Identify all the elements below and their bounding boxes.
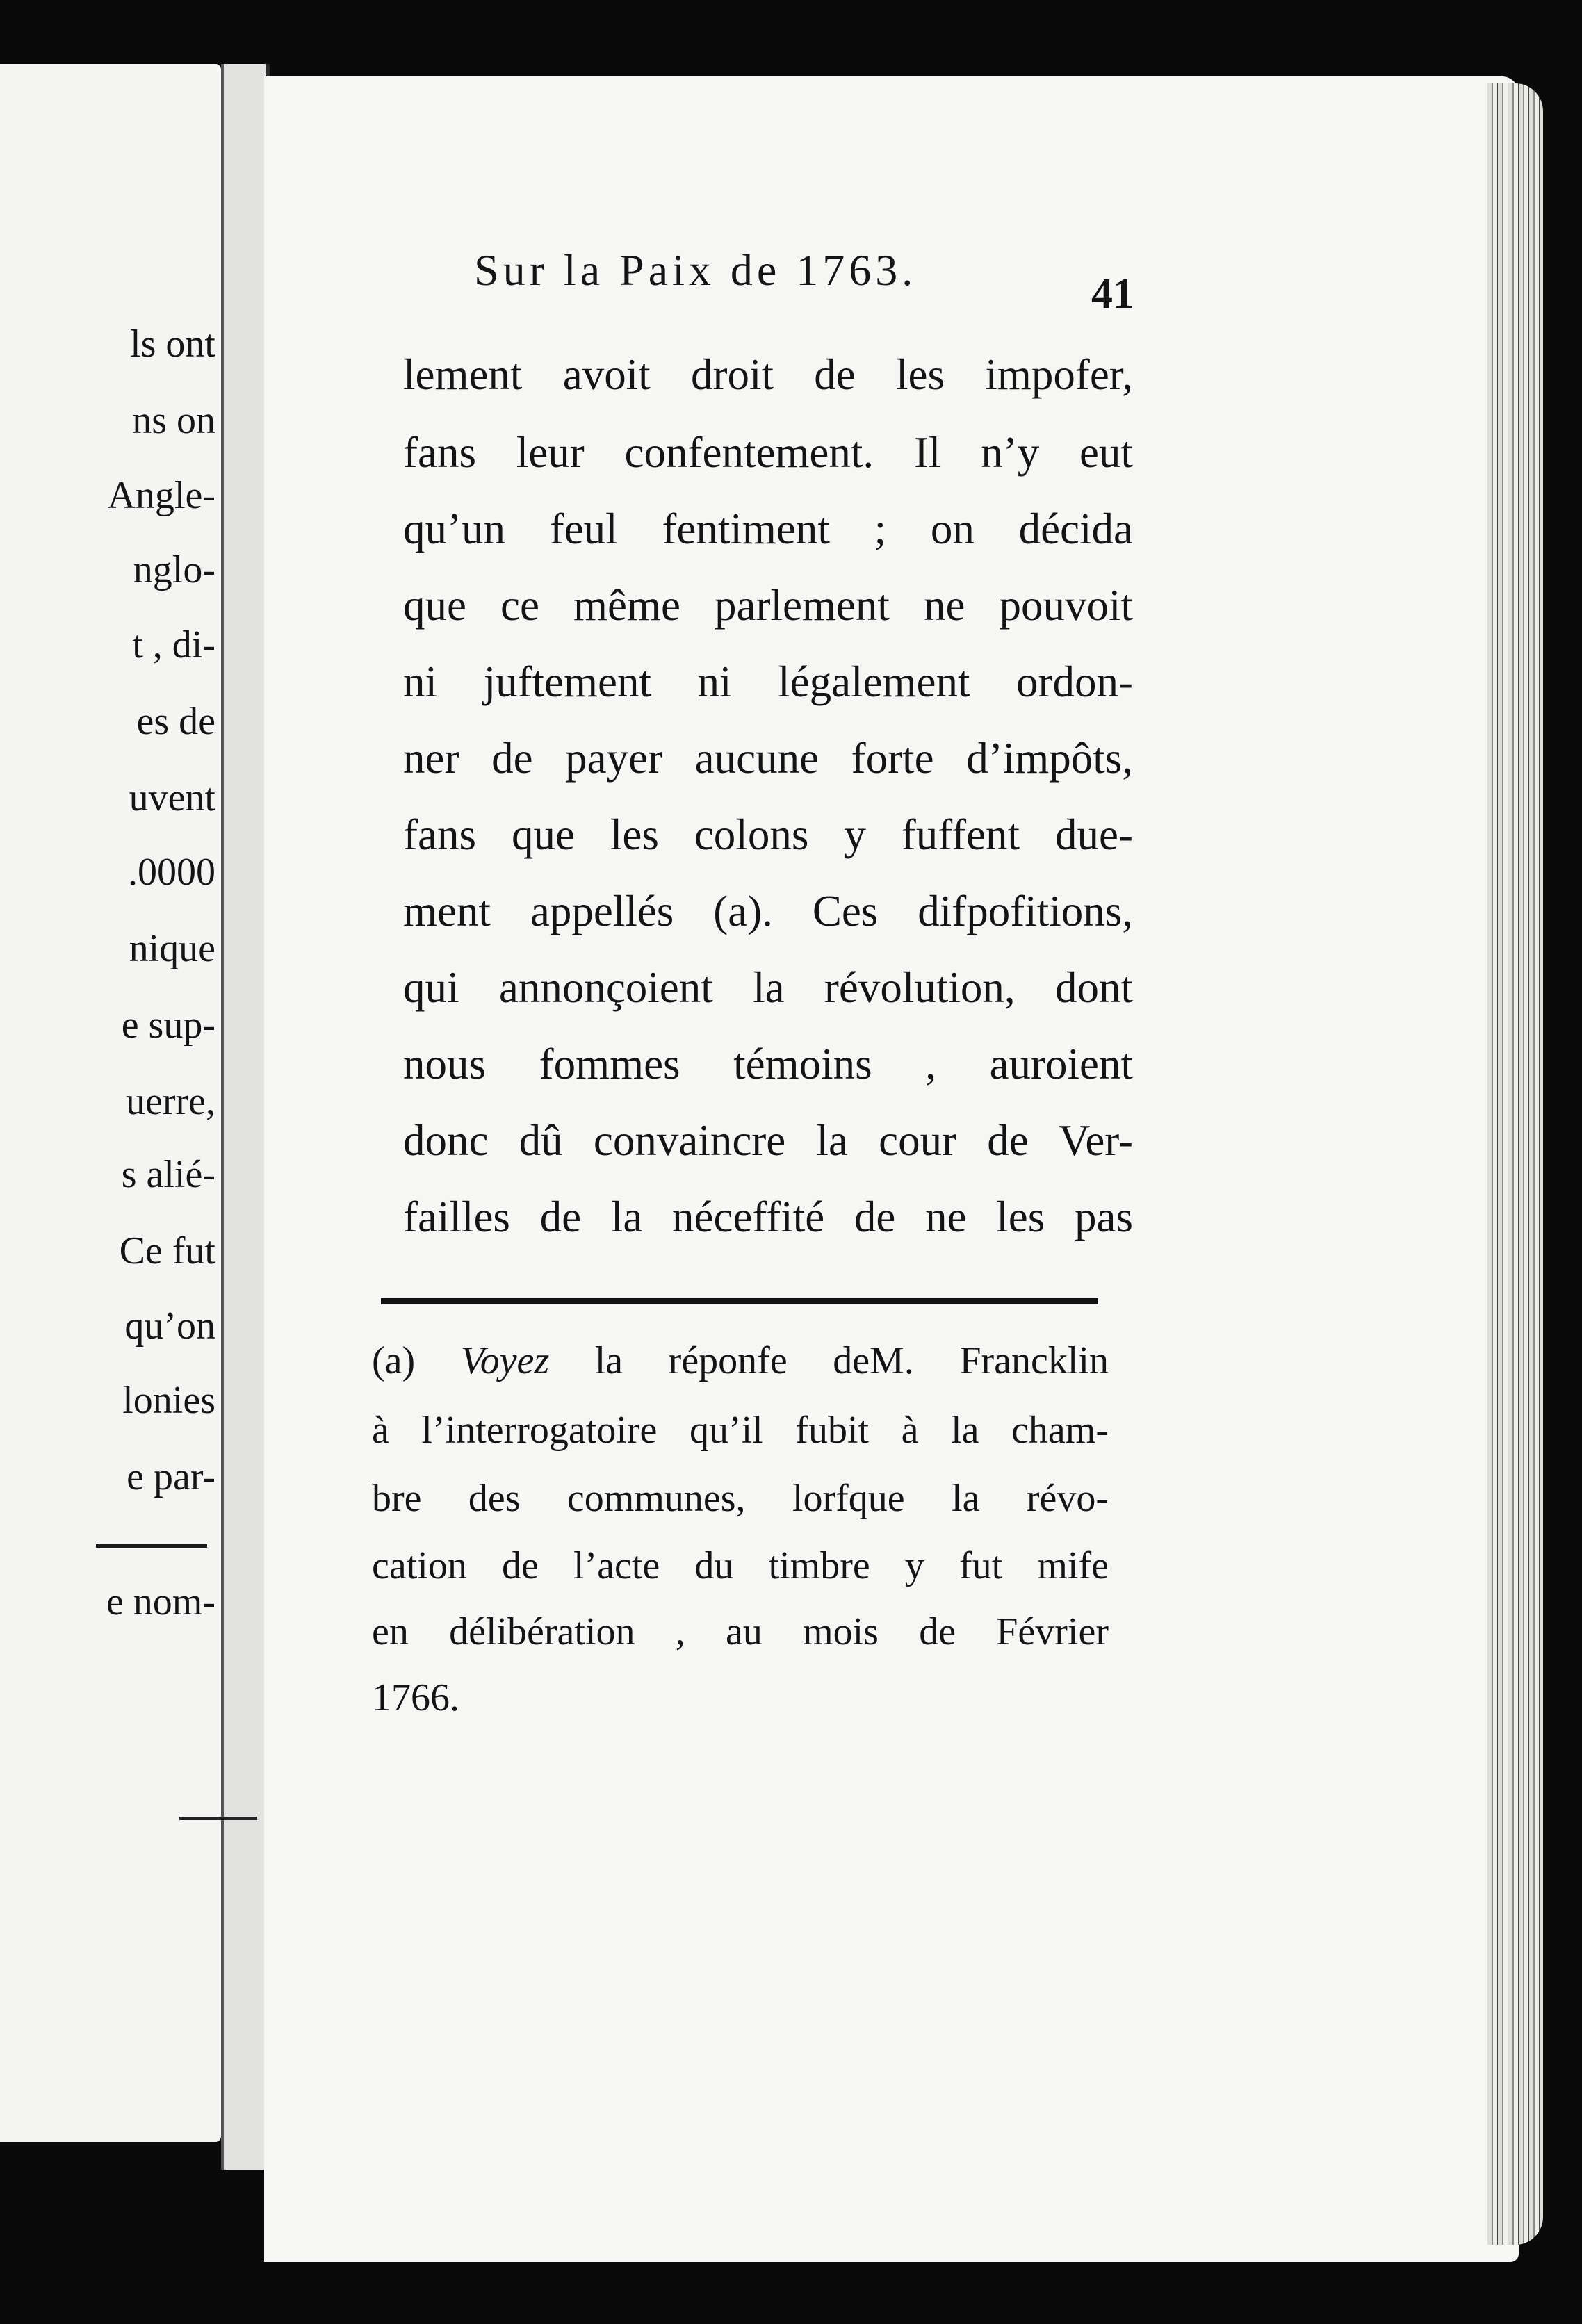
footnote-line: [372, 1341, 1109, 1380]
left-page-footnote-rule: [96, 1544, 207, 1548]
left-page-line: Angle-: [107, 474, 215, 517]
binding-mark: [179, 1817, 257, 1848]
footnote-line: à l’interrogatoire qu’il fubit à la cham-: [372, 1409, 1109, 1452]
footnote-line: 1766.: [372, 1676, 459, 1719]
body-text-line: donc dû convaincre la cour de Ver-: [403, 1116, 1133, 1165]
running-head: Sur la Paix de 1763.: [474, 245, 918, 295]
body-text-line: fans leur confentement. Il n’y eut: [403, 428, 1133, 477]
footnote-line: en délibération , au mois de Février: [372, 1610, 1109, 1653]
right-page: [264, 76, 1519, 2262]
footnote-line: cation de l’acte du timbre y fut mife: [372, 1544, 1109, 1587]
body-text-line: fans que les colons y fuffent due-: [403, 810, 1133, 859]
left-page-line: es de: [136, 700, 215, 743]
book-gutter: [221, 64, 270, 2170]
body-text-line: ni juftement ni légalement ordon-: [403, 657, 1133, 706]
footnote-text: la réponfe deM. Francklin: [594, 1339, 1109, 1382]
left-page-line: qu’on: [124, 1304, 215, 1348]
left-page-line: .0000: [128, 851, 215, 894]
left-page-line: e par-: [127, 1455, 215, 1498]
body-text-line: qu’un feul fentiment ; on décida: [403, 505, 1133, 553]
left-page-line: ns on: [132, 399, 215, 442]
body-text-line: que ce même parlement ne pouvoit: [403, 581, 1133, 630]
left-page-line: nglo-: [133, 548, 215, 591]
left-page-line: s alié-: [121, 1153, 215, 1196]
left-page-line: lonies: [122, 1379, 215, 1422]
left-page-line: ls ont: [130, 322, 215, 366]
left-page-line: e nom-: [106, 1580, 215, 1623]
left-page-line: uvent: [129, 776, 215, 819]
body-text-line: ment appellés (a). Ces difpofitions,: [403, 887, 1133, 935]
footnote-italic-word: Voyez: [460, 1339, 550, 1382]
left-page-line: Ce fut: [119, 1229, 215, 1273]
body-text-line: qui annonçoient la révolution, dont: [403, 963, 1133, 1012]
body-text-line: lement avoit droit de les impofer,: [403, 350, 1133, 399]
left-page-line: e sup-: [121, 1004, 215, 1047]
left-page-line: t , di-: [132, 623, 215, 666]
footnote-rule: [381, 1298, 1098, 1304]
page-number: 41: [1091, 270, 1134, 318]
body-text-line: failles de la néceffité de ne les pas: [403, 1193, 1133, 1241]
body-text-line: nous fommes témoins , auroient: [403, 1040, 1133, 1088]
footnote-line: bre des communes, lorfque la révo-: [372, 1477, 1109, 1520]
left-page-line: nique: [129, 927, 215, 970]
page-edges: [1487, 83, 1543, 2245]
left-page-line: uerre,: [125, 1080, 215, 1123]
body-text-line: ner de payer aucune forte d’impôts,: [403, 734, 1133, 783]
footnote-marker: (a): [372, 1339, 416, 1382]
